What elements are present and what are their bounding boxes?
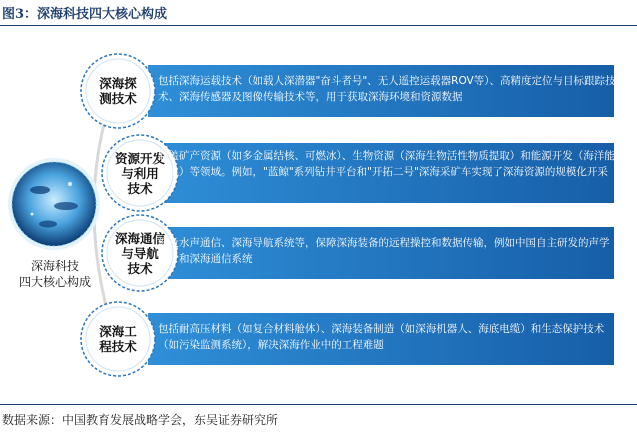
title-divider [0, 25, 637, 26]
node-label-1-line1: 深海探 [99, 76, 137, 91]
node-label-2-line3: 技术 [127, 181, 153, 196]
node-label-3-line1: 深海通信 [114, 231, 165, 246]
node-label-4 [82, 324, 154, 354]
node-label-2-line2: 与利用 [121, 166, 159, 181]
node-label-4-line1: 深海工 [99, 324, 137, 339]
node-label-3-line2: 与导航 [121, 246, 159, 261]
ocean-globe-image [8, 158, 100, 250]
center-label [10, 258, 100, 290]
source-divider [0, 404, 637, 405]
row-text-1: 包括深海运载技术（如载人深潜器"奋斗者号"、无人遥控运载器ROV等）、高精度定位与目标跟踪技术、深海传感器及图像传输技术等，用于获取深海环境和资源数据 [158, 75, 616, 103]
figure-title: 图3：深海科技四大核心构成 [2, 7, 168, 22]
row-text-3: 涉及水声通信、深海导航系统等，保障深海装备的远程操控和数据传输，例如中国自主研发的声学芯片和深海通信系统 [158, 237, 610, 265]
source-note: 数据来源：中国教育发展战略学会，东吴证券研究所 [2, 413, 279, 427]
node-label-1 [82, 76, 154, 106]
center-label-line2: 四大核心构成 [18, 275, 91, 289]
node-label-4-line2: 程技术 [99, 339, 137, 354]
node-label-1-line2: 测技术 [99, 91, 137, 106]
row-text-2: 涵盖矿产资源（如多金属结核、可燃冰）、生物资源（深海生物活性物质提取）和能源开发（海洋能发电）等领域。例如，"蓝鲸"系列钻井平台和"开拓二号"深海采矿车实现了深海资源的规模化开采 [158, 150, 615, 178]
row-text-4: 包括耐高压材料（如复合材料舱体）、深海装备制造（如深海机器人、海底电缆）和生态保护技术（如污染监测系统），解决深海作业中的工程难题 [158, 323, 605, 351]
node-label-3-line3: 技术 [127, 261, 153, 276]
center-label-line1: 深海科技 [30, 259, 79, 273]
node-label-2-line1: 资源开发 [114, 151, 165, 166]
